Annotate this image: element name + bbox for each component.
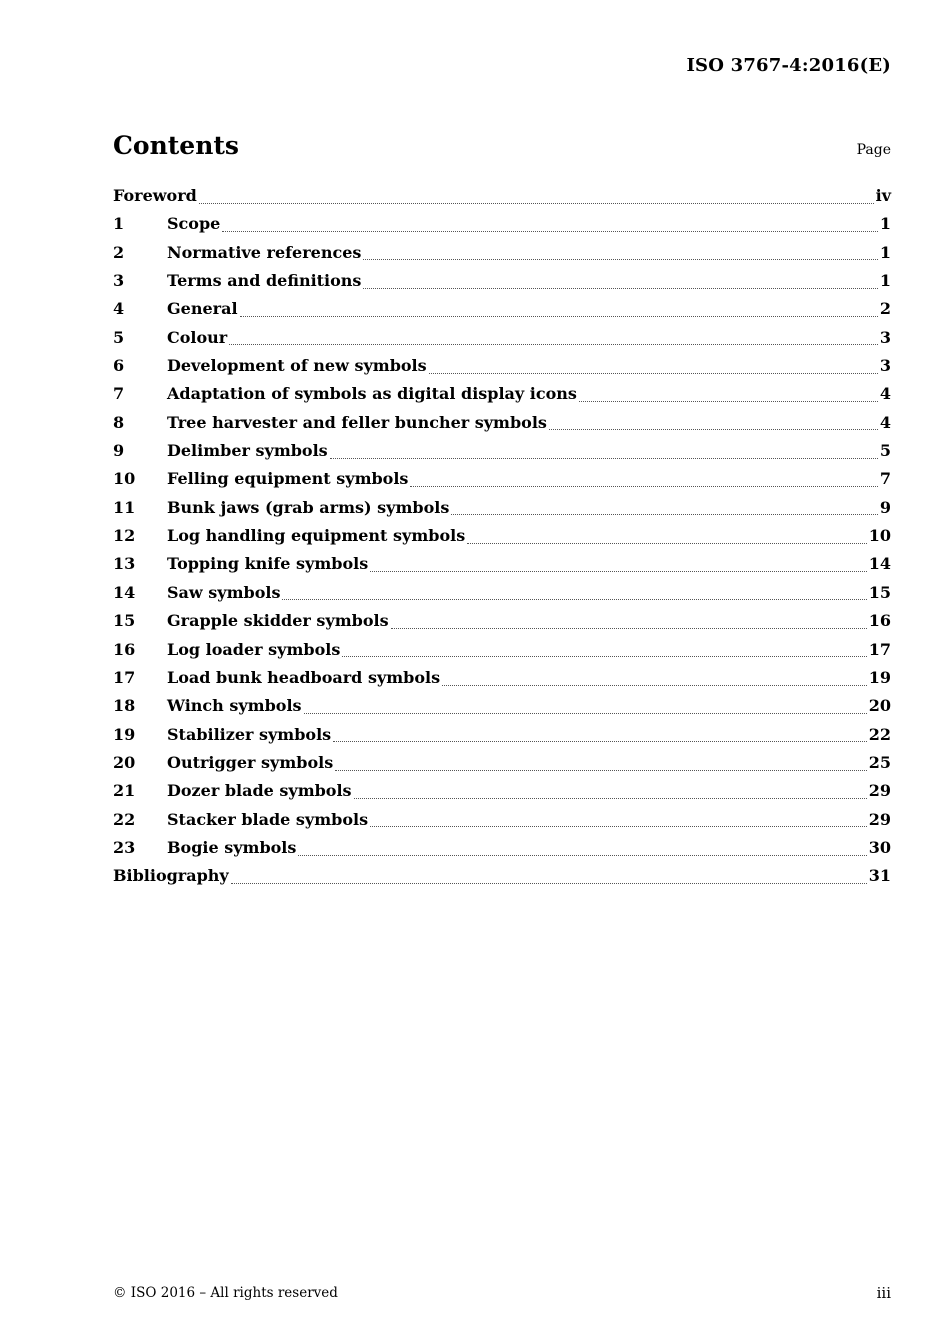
- toc-entry-number: 21: [113, 781, 136, 801]
- document-id: ISO 3767-4:2016(E): [686, 55, 891, 76]
- toc-dot-leader: [342, 656, 866, 657]
- toc-entry-title[interactable]: Felling equipment symbols: [167, 469, 409, 489]
- toc-entry[interactable]: [113, 749, 891, 777]
- toc-entry[interactable]: [113, 409, 891, 437]
- toc-entry-title[interactable]: Tree harvester and feller buncher symbols: [167, 412, 547, 432]
- toc-dot-leader: [370, 826, 867, 827]
- toc-dot-leader: [370, 571, 867, 572]
- toc-entry-page[interactable]: 10: [868, 526, 891, 546]
- toc-entry[interactable]: [113, 721, 891, 749]
- page-title: Contents: [113, 131, 240, 160]
- toc-entry-title[interactable]: Scope: [167, 214, 221, 234]
- toc-entry-number: 17: [113, 667, 136, 687]
- toc-entry[interactable]: [113, 550, 891, 578]
- toc-entry-title[interactable]: Winch symbols: [167, 696, 302, 716]
- toc-entry[interactable]: [113, 607, 891, 635]
- toc-entry-page[interactable]: 14: [868, 554, 891, 574]
- toc-entry-title[interactable]: Dozer blade symbols: [167, 781, 352, 801]
- toc-entry[interactable]: [113, 437, 891, 465]
- toc-entry-title[interactable]: Stacker blade symbols: [167, 809, 369, 829]
- toc-entry-title[interactable]: Log handling equipment symbols: [167, 526, 466, 546]
- toc-entry[interactable]: [113, 295, 891, 323]
- toc-entry-page[interactable]: 20: [868, 696, 891, 716]
- toc-entry-number: 9: [113, 441, 125, 461]
- toc-dot-leader: [354, 798, 867, 799]
- toc-entry[interactable]: [113, 664, 891, 692]
- toc-entry[interactable]: [113, 324, 891, 352]
- toc-entry-number: 1: [113, 214, 125, 234]
- toc-dot-leader: [410, 486, 877, 487]
- toc-dot-leader: [363, 288, 877, 289]
- toc-entry-number: 19: [113, 724, 136, 744]
- toc-dot-leader: [429, 373, 878, 374]
- toc-entry-number: 12: [113, 526, 136, 546]
- toc-dot-leader: [240, 316, 878, 317]
- toc-dot-leader: [229, 344, 878, 345]
- toc-dot-leader: [579, 401, 878, 402]
- toc-entry-page[interactable]: 22: [868, 724, 891, 744]
- toc-entry[interactable]: [113, 692, 891, 720]
- toc-entry-title[interactable]: Bibliography: [113, 866, 229, 886]
- toc-entry-title[interactable]: Foreword: [113, 186, 197, 205]
- toc-dot-leader: [335, 770, 867, 771]
- toc-entry-number: 14: [113, 582, 136, 602]
- toc-entry-page[interactable]: 29: [868, 781, 891, 801]
- toc-entry[interactable]: [113, 380, 891, 408]
- toc-entry-title[interactable]: Log loader symbols: [167, 639, 341, 659]
- toc-entry-page[interactable]: 4: [879, 412, 891, 432]
- toc-entry[interactable]: [113, 465, 891, 493]
- toc-entry[interactable]: [113, 352, 891, 380]
- toc-entry-page[interactable]: 31: [868, 866, 891, 886]
- toc-entry-number: 10: [113, 469, 136, 489]
- toc-entry-page[interactable]: 9: [879, 497, 891, 517]
- toc-entry-number: 8: [113, 412, 125, 432]
- toc-entry[interactable]: [113, 522, 891, 550]
- toc-dot-leader: [363, 259, 877, 260]
- toc-dot-leader: [442, 685, 867, 686]
- toc-entry-title[interactable]: Adaptation of symbols as digital display icons: [167, 384, 577, 404]
- toc-entry[interactable]: [113, 239, 891, 267]
- toc-dot-leader: [451, 514, 878, 515]
- toc-entry-title[interactable]: Bogie symbols: [167, 837, 297, 857]
- toc-entry[interactable]: [113, 862, 891, 890]
- toc-entry-number: 20: [113, 752, 136, 772]
- page-column-label: Page: [856, 142, 891, 158]
- toc-entry[interactable]: [113, 182, 891, 210]
- toc-dot-leader: [304, 713, 867, 714]
- toc-entry-title[interactable]: Grapple skidder symbols: [167, 611, 389, 631]
- toc-entry-page[interactable]: 25: [868, 752, 891, 772]
- toc-entry-page[interactable]: 17: [868, 639, 891, 659]
- toc-entry-title[interactable]: Normative references: [167, 242, 362, 262]
- toc-entry-number: 3: [113, 271, 125, 291]
- toc-entry-page[interactable]: 29: [868, 809, 891, 829]
- toc-entry[interactable]: [113, 777, 891, 805]
- toc-entry-page[interactable]: 19: [868, 667, 891, 687]
- toc-entry-title[interactable]: Topping knife symbols: [167, 554, 369, 574]
- toc-entry-page[interactable]: 1: [879, 242, 891, 262]
- toc-entry-page[interactable]: 30: [868, 837, 891, 857]
- toc-entry-page[interactable]: 3: [879, 327, 891, 347]
- toc-entry-title[interactable]: Development of new symbols: [167, 356, 427, 376]
- toc-entry-page[interactable]: 5: [879, 441, 891, 461]
- toc-entry-page[interactable]: 1: [879, 214, 891, 234]
- toc-entry-title[interactable]: Delimber symbols: [167, 441, 328, 461]
- toc-entry-number: 16: [113, 639, 136, 659]
- toc-entry[interactable]: [113, 834, 891, 862]
- toc-entry-title[interactable]: Saw symbols: [167, 582, 281, 602]
- toc-entry-number: 23: [113, 837, 136, 857]
- toc-dot-leader: [333, 741, 867, 742]
- toc-entry[interactable]: [113, 806, 891, 834]
- toc-dot-leader: [282, 599, 866, 600]
- toc-dot-leader: [330, 458, 878, 459]
- toc-entry-number: 22: [113, 809, 136, 829]
- toc-entry[interactable]: [113, 494, 891, 522]
- toc-entry-page[interactable]: 4: [879, 384, 891, 404]
- toc-entry-page[interactable]: 15: [868, 582, 891, 602]
- toc-entry-page[interactable]: 7: [879, 469, 891, 489]
- toc-entry-title[interactable]: Load bunk headboard symbols: [167, 667, 441, 687]
- toc-entry[interactable]: [113, 267, 891, 295]
- toc-entry-page[interactable]: 2: [879, 299, 891, 319]
- toc-entry-title[interactable]: Bunk jaws (grab arms) symbols: [167, 497, 450, 517]
- toc-entry-number: 15: [113, 611, 136, 631]
- toc-entry[interactable]: [113, 210, 891, 238]
- toc-entry-title[interactable]: General: [167, 299, 238, 319]
- toc-dot-leader: [298, 855, 866, 856]
- toc-entry-page[interactable]: 3: [879, 356, 891, 376]
- toc-entry-number: 7: [113, 384, 125, 404]
- toc-dot-leader: [222, 231, 878, 232]
- toc-entry-number: 18: [113, 696, 136, 716]
- page-number: iii: [876, 1284, 891, 1302]
- toc-entry-number: 13: [113, 554, 136, 574]
- toc-dot-leader: [467, 543, 867, 544]
- toc-entry-title[interactable]: Outrigger symbols: [167, 752, 334, 772]
- toc-entry-title[interactable]: Stabilizer symbols: [167, 724, 332, 744]
- toc-entry-number: 11: [113, 497, 136, 517]
- toc-dot-leader: [231, 883, 867, 884]
- toc-entry-page[interactable]: 1: [879, 271, 891, 291]
- toc-dot-leader: [199, 203, 874, 204]
- toc-entry-number: 5: [113, 327, 125, 347]
- toc-entry-number: 4: [113, 299, 125, 319]
- toc-entry-number: 6: [113, 356, 125, 376]
- toc-entry-number: 2: [113, 242, 125, 262]
- toc-entry[interactable]: [113, 579, 891, 607]
- toc-entry-page[interactable]: 16: [868, 611, 891, 631]
- toc-dot-leader: [391, 628, 867, 629]
- toc-entry-title[interactable]: Colour: [167, 327, 228, 347]
- toc-entry-title[interactable]: Terms and definitions: [167, 271, 362, 291]
- table-of-contents: [113, 182, 891, 891]
- toc-entry[interactable]: [113, 636, 891, 664]
- toc-dot-leader: [549, 429, 878, 430]
- copyright-notice: © ISO 2016 – All rights reserved: [113, 1285, 338, 1301]
- toc-entry-page[interactable]: iv: [875, 186, 891, 205]
